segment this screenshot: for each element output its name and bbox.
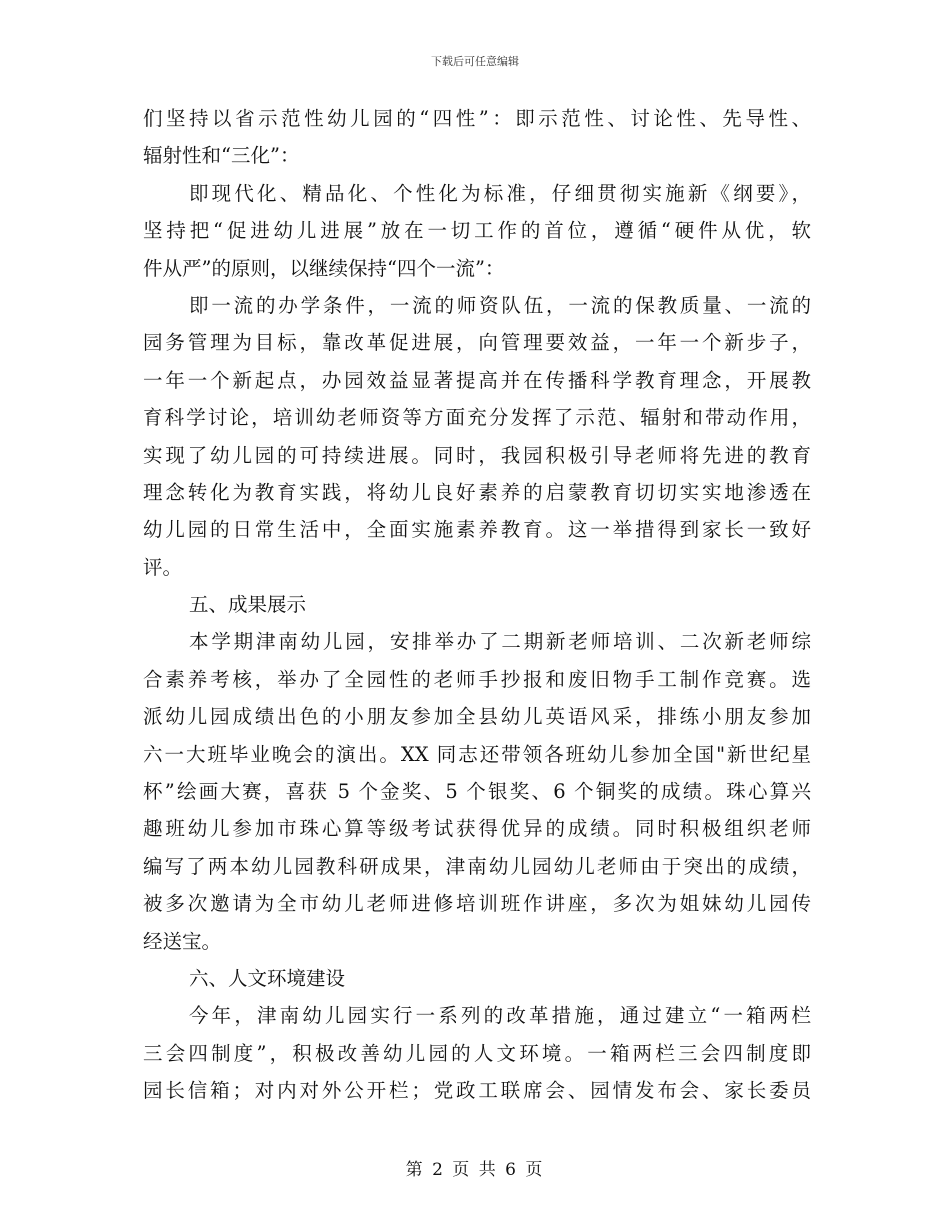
text-line: 评。 [143,555,183,579]
text-line: 五、成果展示 [189,593,307,617]
text-line: 派幼儿园成绩出色的小朋友参加全县幼儿英语风采，排练小朋友参加 [143,705,811,729]
text-line: 今年，津南幼儿园实行一系列的改革措施，通过建立“一箱两栏 [189,1004,811,1028]
text-line: 经送宝。 [143,929,222,953]
text-line: 编写了两本幼儿园教科研成果，津南幼儿园幼儿老师由于突出的成绩， [143,854,811,878]
text-line: 被多次邀请为全市幼儿老师进修培训班作讲座，多次为姐妹幼儿园传 [143,892,811,916]
text-line: 即现代化、精品化、个性化为标准，仔细贯彻实施新《纲要》， [189,181,811,205]
text-line: 件从严”的原则，以继续保持“四个一流”： [143,256,505,280]
text-line: 辐射性和“三化”： [143,144,300,168]
text-line: 六、人文环境建设 [189,966,346,990]
text-line: 园长信箱；对内对外公开栏；党政工联席会、园情发布会、家长委员 [143,1079,811,1103]
text-line: 三会四制度”，积极改善幼儿园的人文环境。一箱两栏三会四制度即 [143,1041,811,1065]
text-line: 幼儿园的日常生活中，全面实施素养教育。这一举措得到家长一致好 [143,518,811,542]
page-header-note: 下载后可任意编辑 [431,55,519,68]
text-line: 坚持把“促进幼儿进展”放在一切工作的首位，遵循“硬件从优，软 [143,219,811,243]
document-body [143,100,811,1110]
text-line: 一年一个新起点，办园效益显著提高并在传播科学教育理念，开展教 [143,368,811,392]
text-line: 杯”绘画大赛，喜获 5 个金奖、5 个银奖、6 个铜奖的成绩。珠心算兴 [143,780,811,804]
text-line: 趣班幼儿参加市珠心算等级考试获得优异的成绩。同时积极组织老师 [143,817,811,841]
text-line: 实现了幼儿园的可持续进展。同时，我园积极引导老师将先进的教育 [143,443,811,467]
text-line: 理念转化为教育实践，将幼儿良好素养的启蒙教育切切实实地渗透在 [143,480,811,504]
text-line: 园务管理为目标，靠改革促进展，向管理要效益，一年一个新步子， [143,331,811,355]
text-line: 即一流的办学条件，一流的师资队伍，一流的保教质量、一流的 [189,293,811,317]
text-line: 育科学讨论，培训幼老师资等方面充分发挥了示范、辐射和带动作用， [143,406,811,430]
text-line: 本学期津南幼儿园，安排举办了二期新老师培训、二次新老师综 [189,630,811,654]
text-line: 六一大班毕业晚会的演出。XX 同志还带领各班幼儿参加全国"新世纪星 [143,742,811,766]
page-number-footer: 第 2 页 共 6 页 [405,1160,545,1180]
text-line: 合素养考核，举办了全园性的老师手抄报和废旧物手工制作竞赛。选 [143,667,811,691]
text-line: 们坚持以省示范性幼儿园的“四性”：即示范性、讨论性、先导性、 [143,107,811,130]
